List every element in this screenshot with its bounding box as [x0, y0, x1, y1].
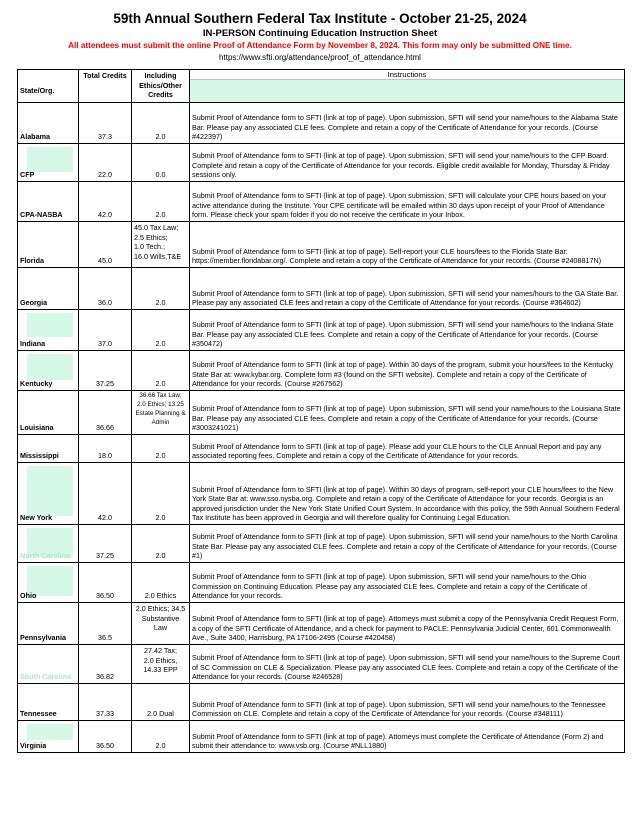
- instructions-text: Submit Proof of Attendance form to SFTI (link at top of page). Upon submission, SFTI will send your name/hours to the Louisiana State Bar. Please pay any associated CLE fees. Complete and retain a copy of the Certificate of Attendance for your records. (Course #3003241021): [190, 391, 625, 435]
- ethics-credit-line: 36.66 Tax Law;: [139, 392, 182, 399]
- ethics-credits: 2.0 Dual: [132, 684, 190, 721]
- state-name: Virginia: [20, 741, 47, 751]
- ethics-credits: 2.0: [132, 103, 190, 144]
- header-state: State/Org.: [18, 70, 79, 103]
- ethics-credit-line: Estate Planning &: [135, 409, 186, 417]
- total-credits: 36.50: [79, 721, 132, 753]
- ethics-credits: 2.0: [132, 463, 190, 525]
- ethics-credit-line: 2.5 Ethics;: [134, 232, 168, 242]
- table-row: [18, 391, 625, 435]
- header-total-credits: Total Credits: [79, 70, 132, 103]
- state-cell-virginia: [18, 721, 79, 753]
- total-credits: 45.0: [79, 222, 132, 268]
- header-instructions-fill: [190, 80, 624, 102]
- state-name: Florida: [20, 256, 44, 266]
- ethics-credit-line: 27.42 Tax;: [143, 646, 178, 655]
- state-name: Tennessee: [20, 709, 57, 719]
- state-highlight: [27, 354, 73, 380]
- state-name: Indiana: [20, 339, 46, 349]
- table-header-row: [18, 70, 625, 103]
- state-cell-georgia: [18, 268, 79, 310]
- table-row: [18, 463, 625, 525]
- state-name: South Carolina: [20, 672, 72, 682]
- state-cell-south-carolina: [18, 645, 79, 684]
- state-name: Ohio: [20, 591, 37, 601]
- instructions-text: Submit Proof of Attendance form to SFTI (link at top of page). Upon submission, SFTI will send your name/hours to the Ohio Commission on Continuing Education. Please pay any associated CLE fees. Complete and retain a copy of the Certificate of Attendance for your records.: [190, 563, 625, 603]
- table-row: [18, 103, 625, 144]
- ethics-credits: 2.0: [132, 435, 190, 463]
- state-name: Pennsylvania: [20, 633, 66, 643]
- state-name: Louisiana: [20, 423, 54, 433]
- total-credits: 36.50: [79, 563, 132, 603]
- state-cell-alabama: [18, 103, 79, 144]
- instructions-text: Submit Proof of Attendance form to SFTI (link at top of page). Upon submission, SFTI will send your name/hours to the Tennessee Commission on CLE. Complete and retain a copy of the Certificate of Attendance for your records. (Course #348111): [190, 684, 625, 721]
- attendance-url[interactable]: https://www.sfti.org/attendance/proof_of_attendance.html: [219, 53, 421, 62]
- table-row: [18, 563, 625, 603]
- state-cell-louisiana: [18, 391, 79, 435]
- state-cell-florida: [18, 222, 79, 268]
- ethics-credits: 2.0: [132, 310, 190, 351]
- ethics-credits: 2.0: [132, 351, 190, 391]
- instructions-text: Submit Proof of Attendance form to SFTI (link at top of page). Upon submission, SFTI will send your name/hours to the North Carolina State Bar. Please pay any associated CLE fees. Complete and retain a copy of the Certificate of Attendance for your records. (Course #1): [190, 525, 625, 563]
- page-subtitle: IN-PERSON Continuing Education Instruction Sheet: [202, 28, 438, 39]
- table-row: [18, 721, 625, 753]
- ethics-credits: 2.0: [132, 268, 190, 310]
- state-name: CPA-NASBA: [20, 210, 63, 220]
- table-row: [18, 525, 625, 563]
- ethics-credits: [132, 603, 190, 645]
- total-credits: 36.5: [79, 603, 132, 645]
- state-cell-cfp: [18, 144, 79, 182]
- state-name: Georgia: [20, 298, 48, 308]
- total-credits: 37.33: [79, 684, 132, 721]
- state-cell-cpa-nasba: [18, 182, 79, 222]
- instructions-text: Submit Proof of Attendance form to SFTI (link at top of page). Upon submission, SFTI will send your names/hours to the GA State Bar. Please pay any associated CLE fees and retain a copy of the Certificate of Attendance for your records. (Course #364602): [190, 268, 625, 310]
- ethics-credit-line: 16.0 Wills,T&E: [134, 251, 182, 261]
- state-name: Alabama: [20, 132, 50, 142]
- state-highlight: [27, 147, 73, 172]
- ethics-credit-line: Admin: [151, 418, 170, 426]
- total-credits: 37.25: [79, 351, 132, 391]
- state-cell-mississippi: [18, 435, 79, 463]
- ethics-credits: [132, 391, 190, 435]
- state-cell-indiana: [18, 310, 79, 351]
- ethics-credit-line: 1.0 Tech.;: [134, 242, 166, 251]
- total-credits: 37.0: [79, 310, 132, 351]
- ethics-credits: 2.0: [132, 525, 190, 563]
- ethics-credit-line: 2.0 Ethics; 34.5: [135, 604, 186, 613]
- instructions-text: Submit Proof of Attendance form to SFTI (link at top of page). Within 30 days of the program, submit your hours/fees to the Kentucky State Bar at: www.kybar.org. Complete form #3 (found on the SFTI website). Complete and retain a copy of the Certificate of Attendance for your records. (Course #267562): [190, 351, 625, 391]
- total-credits: 36.82: [79, 645, 132, 684]
- page-title: 59th Annual Southern Federal Tax Institute - October 21-25, 2024: [113, 11, 527, 26]
- ethics-credit-line: 14.33 EPP: [143, 665, 178, 674]
- deadline-warning: All attendees must submit the online Proof of Attendance Form by November 8, 2024. This form may only be submitted ONE time.: [68, 41, 572, 50]
- instructions-text: Submit Proof of Attendance form to SFTI (link at top of page). Upon submission, SFTI will calculate your CPE hours based on your active attendance during the Institute. Your CPE certificate will be emailed within 30 days upon receipt of your Proof of Attendance form. Please check your spam folder if you do not receive the certificate in your Inbox.: [190, 182, 625, 222]
- ethics-credit-line: Substantive: [141, 613, 180, 623]
- state-cell-pennsylvania: [18, 603, 79, 645]
- state-cell-kentucky: [18, 351, 79, 391]
- table-row: [18, 310, 625, 351]
- total-credits: 18.0: [79, 435, 132, 463]
- ethics-credit-line: 2.0 Ethics,: [143, 655, 178, 665]
- total-credits: 36.66: [79, 391, 132, 435]
- table-row: [18, 182, 625, 222]
- table-row: [18, 268, 625, 310]
- state-cell-ohio: [18, 563, 79, 603]
- ethics-credits: 2.0: [132, 182, 190, 222]
- table-row: [18, 435, 625, 463]
- state-cell-north-carolina: [18, 525, 79, 563]
- ethics-credits: 2.0: [132, 721, 190, 753]
- ethics-credit-line: Law: [153, 623, 168, 632]
- total-credits: 42.0: [79, 463, 132, 525]
- table-row: [18, 222, 625, 268]
- total-credits: 37.25: [79, 525, 132, 563]
- state-cell-new-york: [18, 463, 79, 525]
- state-cell-tennessee: [18, 684, 79, 721]
- instructions-text: Submit Proof of Attendance form to SFTI (link at top of page). Upon submission, SFTI will send your name/hours to the Alabama State Bar. Please pay any associated CLE fees. Complete and retain a copy of the Certificate of Attendance for your records. (Course #422397): [190, 103, 625, 144]
- state-highlight: [27, 313, 73, 337]
- ethics-credits: [132, 645, 190, 684]
- table-row: [18, 603, 625, 645]
- instructions-text: Submit Proof of Attendance form to SFTI (link at top of page). Upon submission, SFTI will send your name/hours to the Indiana State Bar. Please pay any associated CLE fees. Complete and retain a copy of the Certificate of Attendance for your records. (Course #350472): [190, 310, 625, 351]
- total-credits: 36.0: [79, 268, 132, 310]
- header-instructions-label: Instructions: [190, 70, 624, 80]
- instructions-text: Submit Proof of Attendance form to SFTI (link at top of page). Please add your CLE hours to the CLE Annual Report and pay any associated reporting fees. Complete and retain a copy of the Certificate of Attendance for your records.: [190, 435, 625, 463]
- instructions-text: Submit Proof of Attendance form to SFTI (link at top of page). Upon submission, SFTI will send your name/hours to the CFP Board. Complete and retain a copy of the Certificate of Attendance for your records. Eligible credit available for Monday, Thursday & Friday sessions only.: [190, 144, 625, 182]
- ethics-credit-line: 2.0 Ethics; 13.25: [137, 400, 184, 408]
- ethics-credit-line: 45.0 Tax Law;: [134, 223, 179, 232]
- state-highlight: [27, 466, 73, 516]
- total-credits: 37.3: [79, 103, 132, 144]
- ethics-credits: 0.0: [132, 144, 190, 182]
- state-name: Kentucky: [20, 379, 53, 389]
- total-credits: 42.0: [79, 182, 132, 222]
- instructions-text: Submit Proof of Attendance form to SFTI (link at top of page). Attorneys must complete the Certificate of Attendance (Form 2) and submit their attendance to: www.vsb.org. (Course #NLL1880): [190, 721, 625, 753]
- header-ethics-credits: Including Ethics/Other Credits: [132, 70, 190, 103]
- table-row: [18, 351, 625, 391]
- instructions-text: Submit Proof of Attendance form to SFTI (link at top of page). Attorneys must submit a copy of the Pennsylvania Credit Request Form, a copy of the SFTI Certificate of Attendance, and a check for payment to PACLE: Pennsylvania Judicial Center, 601 Commonwealth Ave., Suite 3400, Harrisburg, PA 17106-2495 (Course #420458): [190, 603, 625, 645]
- header-instructions: [190, 70, 625, 103]
- state-name: CFP: [20, 170, 35, 180]
- state-name: New York: [20, 513, 53, 523]
- state-highlight: [27, 724, 73, 740]
- table-row: [18, 684, 625, 721]
- state-name: North Carolina: [20, 551, 70, 561]
- state-name: Mississippi: [20, 451, 59, 461]
- table-body: [18, 103, 625, 753]
- credits-table: [17, 69, 625, 753]
- ethics-credits: 2.0 Ethics: [132, 563, 190, 603]
- ethics-credits: [132, 222, 190, 268]
- instructions-text: Submit Proof of Attendance form to SFTI (link at top of page). Within 30 days of program, self-report your CLE hours/fees to the New York State Bar at: www.sso.nysba.org. Complete and retain a copy of the Certificate of Attendance for your records. Georgia is an approved jurisdiction under the New York State Unified Court System. In accordance with this policy, the 59th Annual Southern Federal Tax Institute has been approved in Georgia and will therefore quality for Continuing Legal Education.: [190, 463, 625, 525]
- table-row: [18, 144, 625, 182]
- table-row: [18, 645, 625, 684]
- instructions-text: Submit Proof of Attendance form to SFTI (link at top of page). Self-report your CLE hours/fees to the Florida State Bar: https://member.floridabar.org/. Complete and retain a copy of the Certificate of Attendance for your records. (Course #2408817N): [190, 222, 625, 268]
- instructions-text: Submit Proof of Attendance form to SFTI (link at top of page). Upon submission, SFTI will send your name/hours to the Supreme Court of SC Commission on CLE & Specialization. Please pay any associated CLE fees. Complete and retain a copy of the Certificate of the Attendance for your records. (Course #246528): [190, 645, 625, 684]
- total-credits: 22.0: [79, 144, 132, 182]
